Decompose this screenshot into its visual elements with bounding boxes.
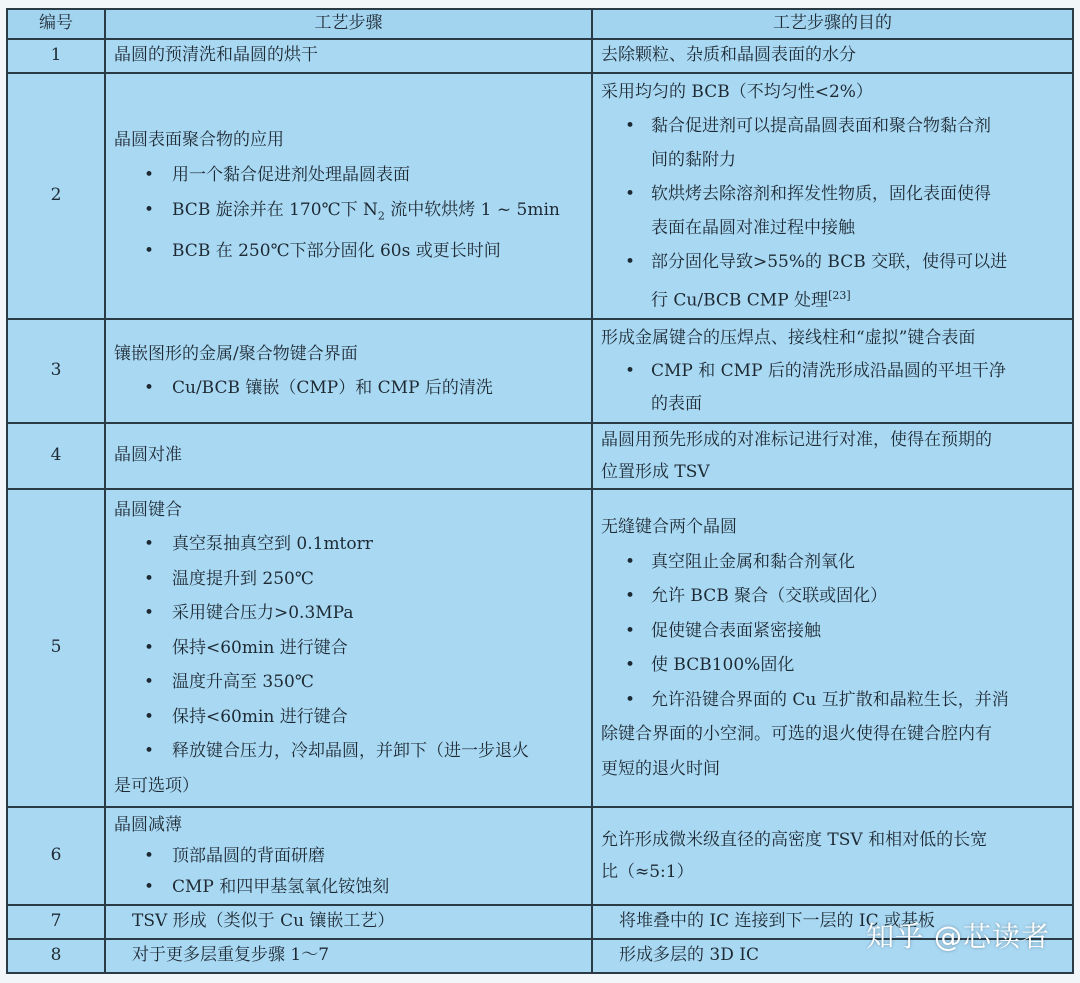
step-title: 晶圆表面聚合物的应用	[114, 130, 284, 151]
row-num: 4	[7, 423, 105, 489]
row-purpose: 将堆叠中的 IC 连接到下一层的 IC 或基板	[592, 905, 1073, 939]
row-num: 6	[7, 807, 105, 905]
purpose-item: • 促使键合表面紧密接触	[601, 614, 1064, 649]
step-item: • CMP 和四甲基氢氧化铵蚀刻	[114, 872, 583, 903]
purpose-cont: 行 Cu/BCB CMP 处理[23]	[651, 288, 851, 311]
step-cont: 是可选项）	[114, 775, 199, 796]
row-step: TSV 形成（类似于 Cu 镶嵌工艺）	[105, 905, 592, 939]
table-row	[7, 807, 1073, 905]
purpose-line: 比（≈5:1）	[601, 862, 694, 882]
row-purpose	[592, 73, 1073, 319]
row-purpose	[592, 807, 1073, 905]
row-step: 对于更多层重复步骤 1～7	[105, 939, 592, 973]
step-item: • 顶部晶圆的背面研磨	[114, 841, 583, 872]
step-item: • 真空泵抽真空到 0.1mtorr	[114, 527, 583, 562]
step-item: • BCB 在 250℃下部分固化 60s 或更长时间	[114, 234, 583, 269]
row-num: 3	[7, 319, 105, 423]
reference-mark: [23]	[828, 288, 851, 302]
purpose-cont: 间的黏附力	[651, 149, 736, 170]
purpose-item: • 真空阻止金属和黏合剂氧化	[601, 545, 1064, 580]
header-num: 编号	[7, 9, 105, 39]
table-row	[7, 319, 1073, 423]
step-item: • 温度提升到 250℃	[114, 562, 583, 597]
row-purpose	[592, 319, 1073, 423]
step-item: • 保持<60min 进行键合	[114, 631, 583, 666]
purpose-cont: 的表面	[651, 393, 702, 414]
purpose-item: • 软烘烤去除溶剂和挥发性物质，固化表面使得	[601, 177, 1064, 211]
row-num: 2	[7, 73, 105, 319]
row-purpose	[592, 423, 1073, 489]
step-item: • 释放键合压力，冷却晶圆，并卸下（进一步退火	[114, 734, 583, 769]
step-title: 晶圆减薄	[114, 814, 182, 835]
purpose-item: • CMP 和 CMP 后的清洗形成沿晶圆的平坦干净	[601, 355, 1064, 388]
purpose-title: 无缝键合两个晶圆	[601, 517, 737, 537]
header-purpose: 工艺步骤的目的	[592, 9, 1073, 39]
step-item: • 保持<60min 进行键合	[114, 700, 583, 735]
table-row	[7, 489, 1073, 807]
step-title: 镶嵌图形的金属/聚合物键合界面	[114, 344, 358, 364]
row-step	[105, 489, 592, 807]
purpose-item: • 部分固化导致>55%的 BCB 交联，使得可以进	[601, 245, 1064, 279]
purpose-line: 位置形成 TSV	[601, 462, 710, 482]
step-item: • BCB 旋涂并在 170℃下 $N_2$ 流中软烘烤 1 ~ 5min	[114, 193, 583, 233]
header-step: 工艺步骤	[105, 9, 592, 39]
row-purpose: 去除颗粒、杂质和晶圆表面的水分	[592, 39, 1073, 73]
step-item: • 温度升高至 350℃	[114, 665, 583, 700]
purpose-item: • 使 BCB100%固化	[601, 648, 1064, 683]
purpose-line: 晶圆用预先形成的对准标记进行对准，使得在预期的	[601, 430, 992, 450]
step-item: • 用一个黏合促进剂处理晶圆表面	[114, 158, 583, 193]
step-item: • 采用键合压力>0.3MPa	[114, 596, 583, 631]
row-step: 晶圆对准	[105, 423, 592, 489]
purpose-line: 更短的退火时间	[601, 758, 720, 779]
purpose-item: • 允许沿键合界面的 Cu 互扩散和晶粒生长，并消	[601, 683, 1064, 718]
table-row	[7, 423, 1073, 489]
table-header-row	[7, 9, 1073, 39]
purpose-line: 允许形成微米级直径的高密度 TSV 和相对低的长宽	[601, 830, 988, 850]
row-step	[105, 73, 592, 319]
step-title: 晶圆键合	[114, 499, 182, 520]
row-num: 5	[7, 489, 105, 807]
table-row	[7, 73, 1073, 319]
purpose-cont: 表面在晶圆对准过程中接触	[651, 217, 855, 238]
row-step: 晶圆的预清洗和晶圆的烘干	[105, 39, 592, 73]
purpose-item: • 允许 BCB 聚合（交联或固化）	[601, 579, 1064, 614]
process-table	[6, 8, 1074, 974]
row-num: 7	[7, 905, 105, 939]
row-purpose	[592, 489, 1073, 807]
step-item: • Cu/BCB 镶嵌（CMP）和 CMP 后的清洗	[114, 371, 583, 405]
watermark-text: 知乎 @芯读者	[866, 920, 1050, 953]
row-num: 8	[7, 939, 105, 973]
row-num: 1	[7, 39, 105, 73]
table-row	[7, 39, 1073, 73]
row-purpose: 形成多层的 3D IC	[592, 939, 1073, 973]
purpose-item: • 黏合促进剂可以提高晶圆表面和聚合物黏合剂	[601, 109, 1064, 143]
row-step	[105, 319, 592, 423]
purpose-title: 形成金属键合的压焊点、接线柱和“虚拟”键合表面	[601, 327, 976, 348]
row-step	[105, 807, 592, 905]
purpose-line: 除键合界面的小空洞。可选的退火使得在键合腔内有	[601, 724, 992, 744]
purpose-title: 采用均匀的 BCB（不均匀性<2%）	[601, 81, 873, 102]
